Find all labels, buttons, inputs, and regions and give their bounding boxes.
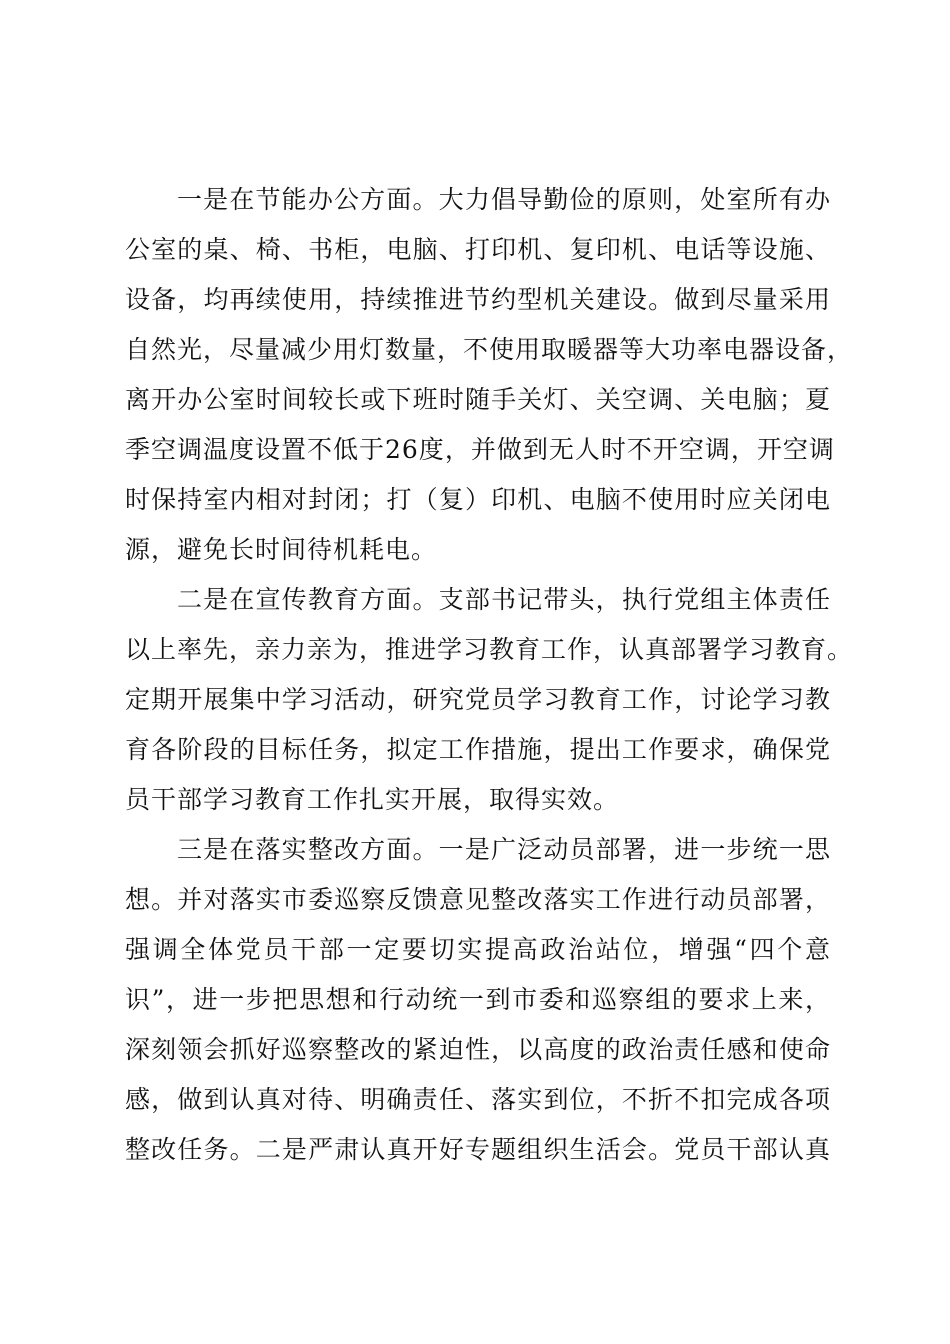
text-line: 整改任务。二是严肃认真开好专题组织生活会。党员干部认真 — [125, 1135, 831, 1164]
text-line: 公室的桌、椅、书柜，电脑、打印机、复印机、电话等设施、 — [125, 235, 831, 264]
text-line: 员干部学习教育工作扎实开展，取得实效。 — [125, 785, 620, 814]
text-line: 三是在落实整改方面。一是广泛动员部署，进一步统一思 — [177, 835, 831, 864]
text-line: 育各阶段的目标任务，拟定工作措施，提出工作要求，确保党 — [125, 735, 831, 764]
text-line: 季空调温度设置不低于26度，并做到无人时不开空调，开空调 — [125, 435, 835, 464]
text-line: 强调全体党员干部一定要切实提高政治站位，增强“四个意 — [125, 935, 831, 964]
text-line: 离开办公室时间较长或下班时随手关灯、关空调、关电脑；夏 — [125, 385, 831, 414]
text-line: 定期开展集中学习活动，研究党员学习教育工作，讨论学习教 — [125, 685, 831, 714]
text-line: 深刻领会抓好巡察整改的紧迫性，以高度的政治责任感和使命 — [125, 1035, 831, 1064]
text-line: 二是在宣传教育方面。支部书记带头，执行党组主体责任 — [177, 585, 831, 614]
text-line: 感，做到认真对待、明确责任、落实到位，不折不扣完成各项 — [125, 1085, 831, 1114]
text-line: 以上率先，亲力亲为，推进学习教育工作，认真部署学习教育。 — [125, 635, 854, 664]
paragraph-publicity-education — [125, 575, 854, 825]
text-line: 设备，均再续使用，持续推进节约型机关建设。做到尽量采用 — [125, 285, 831, 314]
text-line: 自然光，尽量减少用灯数量，不使用取暖器等大功率电器设备， — [125, 335, 854, 364]
text-line: 源，避免长时间待机耗电。 — [125, 535, 438, 564]
text-line: 识”，进一步把思想和行动统一到市委和巡察组的要求上来， — [125, 985, 831, 1014]
paragraph-energy-saving — [125, 175, 854, 575]
text-line: 一是在节能办公方面。大力倡导勤俭的原则，处室所有办 — [177, 185, 831, 214]
text-line: 时保持室内相对封闭；打（复）印机、电脑不使用时应关闭电 — [125, 485, 831, 514]
paragraph-rectification — [125, 825, 831, 1175]
document-page — [125, 175, 854, 1175]
text-line: 想。并对落实市委巡察反馈意见整改落实工作进行动员部署， — [125, 885, 831, 914]
